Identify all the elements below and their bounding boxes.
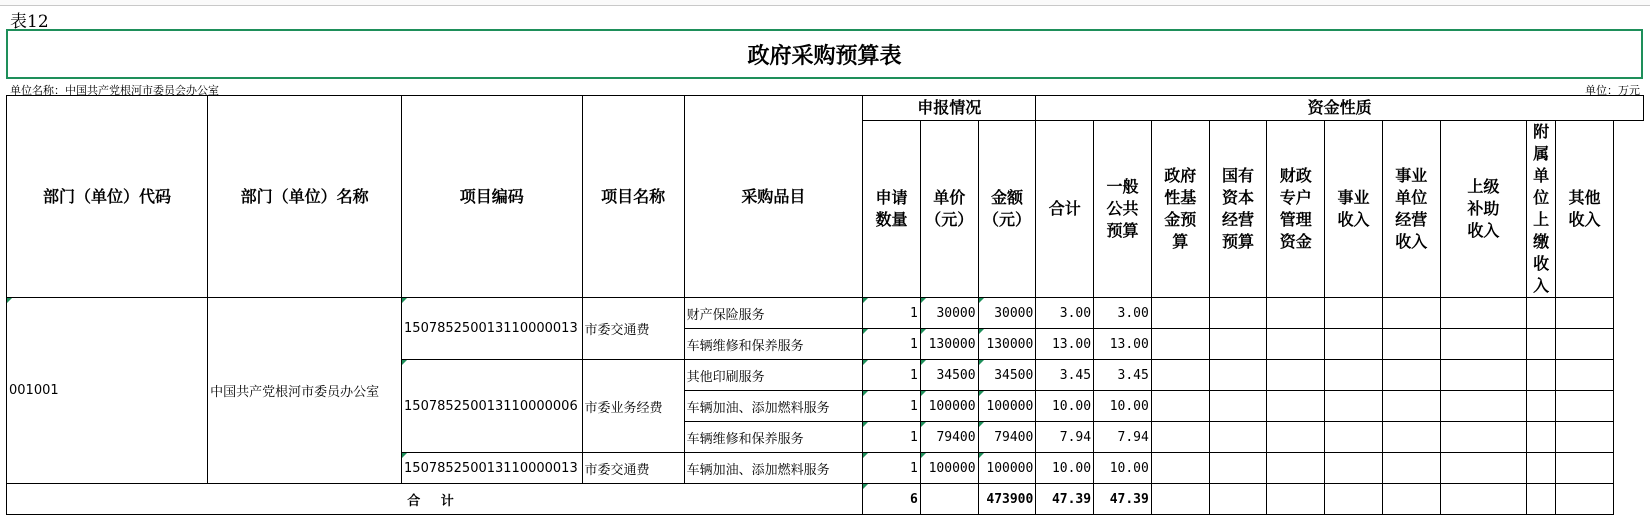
project-name-cell[interactable]: 市委业务经费 (582, 360, 684, 453)
general-cell[interactable]: 13.00 (1094, 329, 1152, 360)
empty-cell[interactable] (1151, 484, 1209, 515)
empty-cell[interactable] (1267, 453, 1325, 484)
qty-cell[interactable]: 1 (863, 360, 921, 391)
header-general-budget[interactable]: 一般 公共 预算 (1094, 121, 1152, 298)
amount-cell[interactable]: 100000 (978, 391, 1036, 422)
empty-cell[interactable] (1267, 298, 1325, 329)
amount-cell[interactable]: 79400 (978, 422, 1036, 453)
empty-cell[interactable] (1527, 329, 1556, 360)
project-code-cell[interactable]: 150785250013110000006 (402, 360, 583, 453)
amount-cell[interactable]: 100000 (978, 453, 1036, 484)
empty-cell[interactable] (1209, 391, 1267, 422)
empty-cell[interactable] (1382, 329, 1440, 360)
empty-cell[interactable] (1151, 329, 1209, 360)
empty-cell[interactable] (1440, 298, 1527, 329)
project-name-cell[interactable]: 市委交通费 (582, 453, 684, 484)
header-project-name[interactable]: 项目名称 (582, 96, 684, 298)
price-cell[interactable]: 100000 (920, 391, 978, 422)
empty-cell[interactable] (1382, 484, 1440, 515)
dept-name-cell[interactable]: 中国共产党根河市委员办公室 (208, 298, 402, 484)
empty-cell[interactable] (1527, 484, 1556, 515)
header-purchase-item[interactable]: 采购品目 (684, 96, 862, 298)
empty-cell[interactable] (1527, 298, 1556, 329)
spreadsheet-top-strip (0, 0, 1650, 6)
qty-cell[interactable]: 1 (863, 391, 921, 422)
item-cell[interactable]: 车辆加油、添加燃料服务 (684, 391, 862, 422)
empty-cell[interactable] (1440, 422, 1527, 453)
qty-cell[interactable]: 1 (863, 422, 921, 453)
empty-cell[interactable] (1440, 329, 1527, 360)
empty-cell[interactable] (1556, 422, 1614, 453)
item-cell[interactable]: 车辆维修和保养服务 (684, 422, 862, 453)
item-cell[interactable]: 车辆维修和保养服务 (684, 329, 862, 360)
unit-label: 单位：万元 (1585, 84, 1640, 97)
general-cell[interactable]: 7.94 (1094, 422, 1152, 453)
header-dept-name[interactable]: 部门（单位）名称 (208, 96, 402, 298)
total-cell[interactable]: 10.00 (1036, 453, 1094, 484)
totals-qty[interactable]: 6 (863, 484, 921, 515)
general-cell[interactable]: 3.45 (1094, 360, 1152, 391)
empty-cell[interactable] (1267, 484, 1325, 515)
empty-cell[interactable] (1325, 484, 1383, 515)
empty-cell[interactable] (1440, 360, 1527, 391)
header-qty[interactable]: 申请 数量 (863, 121, 921, 298)
empty-cell[interactable] (1527, 422, 1556, 453)
empty-cell[interactable] (1209, 453, 1267, 484)
empty-cell[interactable] (1151, 298, 1209, 329)
empty-cell[interactable] (1325, 453, 1383, 484)
unit-name-label: 单位名称：中国共产党根河市委员会办公室 (10, 84, 219, 97)
header-dept-code[interactable]: 部门（单位）代码 (7, 96, 208, 298)
project-code-cell[interactable]: 150785250013110000013 (402, 453, 583, 484)
empty-cell[interactable] (1151, 360, 1209, 391)
empty-cell[interactable] (1325, 298, 1383, 329)
empty-cell[interactable] (1382, 422, 1440, 453)
total-cell[interactable]: 3.00 (1036, 298, 1094, 329)
totals-price[interactable] (920, 484, 978, 515)
project-code-cell[interactable]: 150785250013110000013 (402, 298, 583, 360)
header-superior-subsidy[interactable]: 上级 补助 收入 (1440, 121, 1527, 298)
amount-cell[interactable]: 130000 (978, 329, 1036, 360)
empty-cell[interactable] (1151, 391, 1209, 422)
header-business-unit-income[interactable]: 事业 单位 经营 收入 (1382, 121, 1440, 298)
price-cell[interactable]: 30000 (920, 298, 978, 329)
empty-cell[interactable] (1556, 453, 1614, 484)
item-cell[interactable]: 财产保险服务 (684, 298, 862, 329)
price-cell[interactable]: 79400 (920, 422, 978, 453)
empty-cell[interactable] (1267, 329, 1325, 360)
totals-general[interactable]: 47.39 (1094, 484, 1152, 515)
header-amount[interactable]: 金额 （元） (978, 121, 1036, 298)
general-cell[interactable]: 10.00 (1094, 453, 1152, 484)
empty-cell[interactable] (1209, 422, 1267, 453)
header-gov-fund[interactable]: 政府 性基 金预 算 (1151, 121, 1209, 298)
empty-cell[interactable] (1325, 422, 1383, 453)
header-other-income[interactable]: 其他 收入 (1556, 121, 1614, 298)
empty-cell[interactable] (1527, 453, 1556, 484)
empty-cell[interactable] (1267, 391, 1325, 422)
header-affiliated-income[interactable]: 附属 单位 上缴 收入 (1527, 121, 1556, 298)
item-cell[interactable]: 车辆加油、添加燃料服务 (684, 453, 862, 484)
empty-cell[interactable] (1325, 329, 1383, 360)
header-fund-group[interactable]: 资金性质 (1036, 96, 1644, 121)
empty-cell[interactable] (1527, 360, 1556, 391)
empty-cell[interactable] (1325, 360, 1383, 391)
empty-cell[interactable] (1440, 484, 1527, 515)
project-name-cell[interactable]: 市委交通费 (582, 298, 684, 360)
empty-cell[interactable] (1267, 422, 1325, 453)
empty-cell[interactable] (1527, 391, 1556, 422)
totals-label[interactable]: 合 计 (7, 484, 863, 515)
header-price[interactable]: 单价 （元） (920, 121, 978, 298)
total-cell[interactable]: 10.00 (1036, 391, 1094, 422)
empty-cell[interactable] (1209, 484, 1267, 515)
empty-cell[interactable] (1440, 391, 1527, 422)
empty-cell[interactable] (1209, 360, 1267, 391)
totals-amount[interactable]: 473900 (978, 484, 1036, 515)
empty-cell[interactable] (1209, 329, 1267, 360)
totals-total[interactable]: 47.39 (1036, 484, 1094, 515)
qty-cell[interactable]: 1 (863, 298, 921, 329)
general-cell[interactable]: 3.00 (1094, 298, 1152, 329)
amount-cell[interactable]: 30000 (978, 298, 1036, 329)
total-cell[interactable]: 7.94 (1036, 422, 1094, 453)
header-state-capital[interactable]: 国有 资本 经营 预算 (1209, 121, 1267, 298)
page-title: 政府采购预算表 (747, 43, 902, 69)
total-cell[interactable]: 13.00 (1036, 329, 1094, 360)
price-cell[interactable]: 100000 (920, 453, 978, 484)
empty-cell[interactable] (1382, 391, 1440, 422)
empty-cell[interactable] (1151, 453, 1209, 484)
header-total[interactable]: 合计 (1036, 121, 1094, 298)
empty-cell[interactable] (1325, 391, 1383, 422)
header-project-code[interactable]: 项目编码 (402, 96, 583, 298)
header-apply-group[interactable]: 申报情况 (863, 96, 1036, 121)
empty-cell[interactable] (1267, 360, 1325, 391)
sheet-label: 表12 (10, 12, 49, 32)
item-cell[interactable]: 其他印刷服务 (684, 360, 862, 391)
procurement-budget-table (6, 95, 1644, 515)
empty-cell[interactable] (1209, 298, 1267, 329)
header-business-income[interactable]: 事业 收入 (1325, 121, 1383, 298)
header-fiscal-special[interactable]: 财政 专户 管理 资金 (1267, 121, 1325, 298)
price-cell[interactable]: 130000 (920, 329, 978, 360)
empty-cell[interactable] (1382, 298, 1440, 329)
empty-cell[interactable] (1556, 391, 1614, 422)
qty-cell[interactable]: 1 (863, 329, 921, 360)
general-cell[interactable]: 10.00 (1094, 391, 1152, 422)
dept-code-cell[interactable]: 001001 (7, 298, 208, 484)
empty-cell[interactable] (1556, 298, 1614, 329)
price-cell[interactable]: 34500 (920, 360, 978, 391)
empty-cell[interactable] (1151, 422, 1209, 453)
empty-cell[interactable] (1382, 360, 1440, 391)
amount-cell[interactable]: 34500 (978, 360, 1036, 391)
total-cell[interactable]: 3.45 (1036, 360, 1094, 391)
empty-cell[interactable] (1556, 329, 1614, 360)
qty-cell[interactable]: 1 (863, 453, 921, 484)
title-cell[interactable] (6, 29, 1643, 79)
empty-cell[interactable] (1382, 453, 1440, 484)
empty-cell[interactable] (1556, 484, 1614, 515)
empty-cell[interactable] (1556, 360, 1614, 391)
empty-cell[interactable] (1440, 453, 1527, 484)
